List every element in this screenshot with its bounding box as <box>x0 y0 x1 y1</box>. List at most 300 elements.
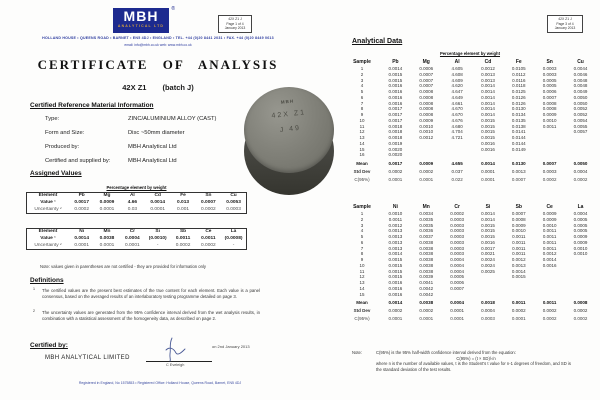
table-row <box>344 297 596 306</box>
table-cell: 7 <box>360 245 364 251</box>
registration-footer: Registered in England, No 1575853 • Registered Office: Holland House, Queens Road, Barnet, EN5 4DJ <box>78 381 242 385</box>
table-cell: 0.0015 <box>388 268 403 274</box>
table-cell: 0.0001 <box>99 206 115 212</box>
table-cell: 0.0007 <box>542 94 557 100</box>
table-cell: 0.0009 <box>573 239 588 245</box>
table-cell: 0.0015 <box>388 274 403 280</box>
table-cell: 8 <box>360 106 364 112</box>
table-cell: 5 <box>360 234 364 239</box>
table-cell: 0.0005 <box>542 77 557 83</box>
table-cell: 0.0011 <box>512 300 526 306</box>
table-cell: 0.0001 <box>74 242 89 248</box>
table-cell: 0.0011 <box>512 234 526 239</box>
table-cell: 0.0001 <box>419 177 434 182</box>
table-cell: 0.0007 <box>511 211 526 216</box>
table-cell: 0.0004 <box>481 308 495 313</box>
table-cell: 0.0053 <box>226 199 241 205</box>
table-cell: 0.0007 <box>450 285 464 291</box>
c95-note-label: Note: <box>352 350 363 355</box>
assigned-values-table-2 <box>26 228 247 250</box>
table-cell: 12 <box>359 274 365 280</box>
mbh-logo-subtext: ANALYTICAL LTD <box>117 24 165 28</box>
table-cell: 0.0016 <box>388 94 403 100</box>
table-cell: 0.0149 <box>511 146 526 152</box>
table-cell: Pb <box>392 59 399 65</box>
table-cell: 0.0007 <box>511 177 526 182</box>
table-cell: 0.0038 <box>419 268 434 274</box>
table-cell: 0.0003 <box>450 251 464 257</box>
table-cell: Cu <box>577 59 584 65</box>
table-cell: Std Dev <box>353 168 371 174</box>
table-cell: 0.0016 <box>481 239 495 245</box>
table-cell: 0.0008 <box>419 100 434 106</box>
table-cell: 0.0017 <box>388 117 403 123</box>
table-cell: 0.0015 <box>388 262 403 268</box>
table-cell: Std Dev <box>353 308 371 313</box>
product-code: 42X Z1 <box>122 83 147 92</box>
issue-date: January 2013 <box>224 26 246 31</box>
table-cell: 0.0001 <box>419 316 434 322</box>
crm-section-heading: Certified Reference Material Information <box>30 102 154 109</box>
sample-disc-photo <box>244 87 334 197</box>
table-cell: 0.0009 <box>99 199 115 205</box>
table-row <box>27 229 247 236</box>
table-cell: 0.0003 <box>542 168 557 174</box>
table-cell: 0.0015 <box>481 117 495 123</box>
table-cell: 0.0035 <box>419 216 434 222</box>
table-cell: 9 <box>360 112 364 117</box>
table-row <box>344 167 596 175</box>
table-cell: 0.0012 <box>419 135 434 140</box>
table-cell: 0.0138 <box>511 123 526 129</box>
table-cell: 0.0012 <box>511 257 526 262</box>
table-cell: 0.0039 <box>419 274 434 280</box>
table-cell: 0.0011 <box>542 123 557 129</box>
table-cell: 0.0116 <box>512 77 526 83</box>
table-row <box>27 200 247 207</box>
table-cell: Value ¹ <box>40 199 56 205</box>
table-cell: Cd <box>154 193 161 198</box>
table-cell: 0.0002 <box>201 242 216 248</box>
table-cell: 0.0004 <box>450 257 464 262</box>
table-cell: (0.0008) <box>224 235 243 241</box>
table-cell: 0.0007 <box>419 77 434 83</box>
table-cell: 0.0001 <box>388 316 403 322</box>
table-cell: 4.721 <box>451 135 463 140</box>
table-cell: 0.0001 <box>481 168 495 174</box>
table-cell: 0.0038 <box>419 239 434 245</box>
table-cell: 0.0125 <box>511 89 526 94</box>
table-cell: 0.0001 <box>481 177 495 182</box>
table-cell: 0.0144 <box>511 140 526 146</box>
table-cell: 0.0014 <box>74 235 89 241</box>
table-cell: 0.0007 <box>419 83 434 89</box>
assigned-values-heading: Assigned Values <box>30 170 82 177</box>
batch-code: (batch J) <box>162 83 194 92</box>
table-row <box>344 203 596 211</box>
table-cell: 0.0048 <box>573 83 588 89</box>
table-cell: 0.0002 <box>388 168 403 174</box>
table-cell: 0.0015 <box>481 234 495 239</box>
table-cell: Al <box>129 193 135 198</box>
table-cell: 0.0002 <box>511 308 526 313</box>
table-cell: 7 <box>360 100 364 106</box>
table-cell: 0.0019 <box>388 140 403 146</box>
table-cell: 0.0014 <box>481 216 495 222</box>
table-cell: Ce <box>546 204 553 210</box>
table-cell: 0.0017 <box>74 199 89 205</box>
table-cell: 0.0126 <box>511 94 526 100</box>
definition-1-number: 1 <box>33 287 35 291</box>
table-cell: 4.676 <box>451 117 463 123</box>
table-cell: 0.0014 <box>542 257 557 262</box>
definitions-heading: Definitions <box>30 277 64 284</box>
table-cell: 0.0013 <box>481 71 495 77</box>
table-cell: 0.0017 <box>388 112 403 117</box>
table-cell: 4.609 <box>451 77 463 83</box>
table-cell: 0.0011 <box>512 251 526 257</box>
analytical-table-2 <box>344 203 596 322</box>
table-cell: 0.0003 <box>450 216 464 222</box>
table-cell: 3 <box>360 77 364 83</box>
table-cell: Mn <box>422 204 430 210</box>
table-cell: 0.0011 <box>542 234 557 239</box>
page-reference-box-right <box>547 15 583 33</box>
crm-label-type: Type: <box>45 116 60 122</box>
table-cell: 0.0006 <box>419 66 434 71</box>
company-address: HOLLAND HOUSE • QUEENS ROAD • BARNET • EN5 4DJ • ENGLAND • TEL. +44 (0)20 8441 2031 • FAX. +44 (0)20 8449 0613 <box>42 36 274 40</box>
table-cell: 0.0003 <box>481 316 495 322</box>
table-cell: 0.0141 <box>511 129 526 135</box>
c95-note <box>376 350 576 372</box>
table-cell: 0.0038 <box>419 262 434 268</box>
table-cell: 0.0054 <box>573 117 588 123</box>
table-cell: 0.0024 <box>481 262 495 268</box>
table-cell: 0.0001 <box>99 242 115 248</box>
table-cell: 4.670 <box>451 106 463 112</box>
table-cell: 0.0009 <box>542 216 557 222</box>
table-cell: 0.0002 <box>419 308 434 313</box>
table-cell: 0.022 <box>451 177 463 182</box>
table-cell: 0.0002 <box>542 308 557 313</box>
table-cell: 4 <box>360 83 364 89</box>
table-cell: 5 <box>360 89 364 94</box>
table-cell: 0.0002 <box>573 177 588 182</box>
table-cell: 0.0046 <box>573 71 588 77</box>
table-cell: 0.0002 <box>175 242 191 248</box>
table-cell: 4.655 <box>451 161 463 166</box>
table-cell: 0.0015 <box>481 228 495 234</box>
table-cell: 0.0038 <box>419 300 434 306</box>
table-cell: 0.0010 <box>542 117 557 123</box>
table-cell: 0.0015 <box>481 129 495 135</box>
table-cell: 0.0003 <box>450 234 464 239</box>
table-cell: 0.0013 <box>511 262 526 268</box>
definition-1-text: The certified values are the present best estimates of the true content for each element. Each value is a panel consensus, based on the averaged results of an interlaboratory testing programme detailed on page 3. <box>42 288 260 299</box>
mbh-logo-text: MBH <box>123 8 159 24</box>
table-cell: 0.0021 <box>481 251 495 257</box>
table-cell: 0.0013 <box>388 239 403 245</box>
certified-by-heading: Certified by: <box>30 342 68 349</box>
table-cell: 0.0048 <box>573 77 588 83</box>
table-cell: Mn <box>103 229 111 234</box>
table-cell: 0.0130 <box>511 161 526 166</box>
table-cell: Mg <box>422 59 430 65</box>
table-cell: 0.0038 <box>419 251 434 257</box>
table-cell: 0.0006 <box>542 89 557 94</box>
table-cell: 13 <box>359 280 365 285</box>
table-cell: 15 <box>359 291 365 297</box>
certification-date: on 2nd January 2013 <box>212 344 250 349</box>
table-cell: Ni <box>79 229 85 234</box>
table-cell: 3 <box>360 222 364 228</box>
table-cell: 0.001 <box>177 206 190 212</box>
table-cell: 16 <box>359 152 365 158</box>
crm-value-form: Disc ~50mm diameter <box>128 130 185 136</box>
table-cell: 0.0036 <box>419 228 434 234</box>
table-cell: 0.0004 <box>125 235 140 241</box>
table-cell: 0.0010 <box>542 222 557 228</box>
table-cell: 0.0011 <box>542 239 557 245</box>
table-cell: 0.0014 <box>481 83 495 89</box>
table-cell: 0.0009 <box>573 234 588 239</box>
signature-mark <box>158 336 194 362</box>
table-cell: 0.0025 <box>481 268 495 274</box>
crm-label-form: Form and Size: <box>45 130 85 136</box>
table-cell: 0.0038 <box>419 257 434 262</box>
table-cell: 0.0007 <box>542 161 557 166</box>
table-cell: 0.0009 <box>542 211 557 216</box>
table-row <box>344 306 596 314</box>
table-cell: La <box>577 204 584 210</box>
table-cell: 0.0014 <box>388 66 403 71</box>
table-cell: 0.0018 <box>388 123 403 129</box>
analytical-data-subheading: Percentage element by weight <box>439 51 501 56</box>
table-cell: 0.0014 <box>481 211 495 216</box>
table-cell: Pb <box>78 193 85 198</box>
table-cell: 14 <box>359 285 365 291</box>
table-cell: 0.0005 <box>542 83 557 89</box>
table-cell: 0.0024 <box>481 257 495 262</box>
table-cell: 0.0003 <box>450 222 464 228</box>
table-cell: 0.0014 <box>481 94 495 100</box>
table-cell: 0.0009 <box>542 112 557 117</box>
table-cell: 0.0008 <box>542 106 557 112</box>
table-cell: 6 <box>360 94 364 100</box>
definition-2-number: 2 <box>33 309 35 313</box>
table-cell: 0.0018 <box>388 129 403 135</box>
table-cell: 0.0001 <box>150 206 166 212</box>
table-cell: 0.0009 <box>511 222 526 228</box>
table-cell: 4.670 <box>451 112 463 117</box>
definition-2-text: The uncertainty values are generated from the 95% confidence interval derived from the wet analysis results, in combination with a statistical assessment of the homogeneity data, as described on page 2. <box>42 310 260 321</box>
table-cell: 0.0002 <box>201 206 216 212</box>
table-cell: 11 <box>359 123 365 129</box>
table-cell: 10 <box>359 262 365 268</box>
table-cell: 0.0005 <box>573 222 588 228</box>
table-cell: 6 <box>360 239 364 245</box>
table-cell: - <box>156 242 159 248</box>
table-cell: 0.013 <box>177 199 190 205</box>
table-cell: 0.0004 <box>450 262 464 268</box>
table-cell: 4.661 <box>451 100 463 106</box>
crm-value-type: ZINC/ALUMINIUM ALLOY (CAST) <box>128 116 217 122</box>
table-cell: 0.0035 <box>419 222 434 228</box>
table-cell: 0.0041 <box>419 280 434 285</box>
table-cell: 4.620 <box>451 83 463 89</box>
table-cell: 0.0050 <box>573 94 588 100</box>
table-cell: 11 <box>359 268 365 274</box>
table-cell: 0.0002 <box>542 316 557 322</box>
table-cell: 0.0012 <box>388 222 403 228</box>
table-cell: 4.680 <box>451 123 463 129</box>
table-cell: 0.0010 <box>573 251 588 257</box>
table-cell: 0.0016 <box>388 100 403 106</box>
table-row <box>344 175 596 183</box>
table-cell: 0.0002 <box>573 308 588 313</box>
table-cell: 1 <box>360 66 364 71</box>
table-cell: 0.0003 <box>542 66 557 71</box>
table-cell: 0.0010 <box>419 123 434 129</box>
table-cell: 0.0001 <box>125 242 140 248</box>
table-cell: 0.0003 <box>450 239 464 245</box>
table-cell: 0.0001 <box>450 308 464 313</box>
c95-note-line2: where n is the number of available values, t is the Student's t value for n-1 degrees of freedom, and SD is the standard deviation of the test results. <box>376 361 571 372</box>
table-cell: Value ¹ <box>40 235 56 241</box>
table-cell: 0.0016 <box>542 262 557 268</box>
registered-trademark-icon: ® <box>171 6 175 12</box>
table-cell: 0.0011 <box>512 239 526 245</box>
table-cell: 0.0014 <box>481 112 495 117</box>
table-cell: 0.0012 <box>481 66 495 71</box>
signatory-name: C Eveleigh <box>166 363 185 367</box>
table-cell: 0.0003 <box>226 206 241 212</box>
table-cell: 0.0001 <box>388 177 403 182</box>
table-cell: 0.0008 <box>419 112 434 117</box>
table-cell: 0.0008 <box>419 94 434 100</box>
table-cell: 0.0055 <box>573 123 588 129</box>
crm-label-produced: Produced by: <box>45 144 80 150</box>
table-cell: 0.0126 <box>511 100 526 106</box>
table-cell: 0.0004 <box>573 168 588 174</box>
table-cell: Cr <box>129 229 136 234</box>
table-cell: Si <box>485 204 491 210</box>
table-cell: 0.0001 <box>511 316 526 322</box>
table-cell: 0.0001 <box>450 316 464 322</box>
table-cell: 0.0014 <box>481 89 495 94</box>
table-cell: Sample <box>353 59 371 65</box>
table-cell: 0.0011 <box>542 245 557 251</box>
table-cell: 0.0017 <box>388 106 403 112</box>
table-row <box>27 243 247 250</box>
table-cell: 2 <box>360 216 364 222</box>
table-cell: Uncertainty ² <box>34 242 62 248</box>
table-cell: 0.0011 <box>388 216 403 222</box>
parentheses-note: Note: values given in parentheses are not certified - they are provided for information only <box>40 264 206 269</box>
table-cell: 0.0007 <box>201 199 216 205</box>
table-row <box>27 193 247 200</box>
table-cell: 0.0011 <box>175 235 191 241</box>
table-cell: 0.0010 <box>511 228 526 234</box>
table-cell: 0.0004 <box>573 211 588 216</box>
table-cell: Element <box>38 193 58 198</box>
table-cell: 0.0004 <box>450 268 464 274</box>
table-cell: 0.0052 <box>573 106 588 112</box>
table-cell: 0.0011 <box>542 228 557 234</box>
table-cell: 0.0013 <box>511 168 526 174</box>
table-cell: 0.0012 <box>542 251 557 257</box>
table-cell: La <box>230 229 237 234</box>
table-row <box>344 58 596 66</box>
table-cell: 1 <box>360 211 364 216</box>
table-cell: 0.0014 <box>150 199 166 205</box>
table-cell: 0.0005 <box>573 216 588 222</box>
table-cell: 0.0011 <box>542 300 557 306</box>
table-cell: C(95%) <box>354 316 370 322</box>
table-cell: 4.647 <box>451 89 463 94</box>
table-cell: 0.0020 <box>388 152 403 158</box>
table-cell: 0.0015 <box>481 222 495 228</box>
table-cell: 0.0134 <box>511 112 526 117</box>
table-cell: 0.0002 <box>450 211 464 216</box>
crm-value-certified: MBH Analytical Ltd <box>128 158 177 164</box>
table-cell: Sb <box>179 229 187 234</box>
table-cell: 0.0002 <box>74 206 89 212</box>
table-cell: Fe <box>180 193 186 198</box>
table-cell: 0.0014 <box>481 161 495 166</box>
table-cell: 0.0009 <box>419 161 434 166</box>
table-cell: 0.0016 <box>388 291 403 297</box>
table-cell: Element <box>38 229 58 234</box>
table-cell: 0.0010 <box>419 129 434 135</box>
table-cell: 0.0037 <box>419 234 434 239</box>
table-cell: 0.0009 <box>419 117 434 123</box>
table-cell: 0.0015 <box>388 71 403 77</box>
table-cell: Sample <box>353 204 371 210</box>
table-cell: 0.0015 <box>388 257 403 262</box>
page-number: Page 3 of 4 <box>556 21 574 26</box>
table-cell: 0.0038 <box>419 245 434 251</box>
table-cell: 0.0014 <box>388 300 403 306</box>
table-cell: 4.605 <box>451 66 463 71</box>
table-cell: 0.0005 <box>573 228 588 234</box>
table-row <box>27 207 247 214</box>
table-cell: 0.0105 <box>511 66 526 71</box>
table-cell: 4.649 <box>451 94 463 100</box>
table-cell: 0.0020 <box>388 146 403 152</box>
table-cell: Si <box>155 229 160 234</box>
table-cell: 0.0010 <box>573 245 588 251</box>
table-cell: 0.0002 <box>542 177 557 182</box>
table-cell: 0.0003 <box>450 228 464 234</box>
table-cell: 4 <box>360 228 364 234</box>
crm-value-produced: MBH Analytical Ltd <box>128 144 177 150</box>
ref-code: 42X Z1 J <box>558 17 572 21</box>
table-cell: 0.0016 <box>481 140 495 146</box>
table-cell: 0.0002 <box>419 168 434 174</box>
table-cell: 9 <box>360 257 364 262</box>
disc-engraving-batch: J 49 <box>279 124 302 135</box>
table-cell: 4.608 <box>451 71 463 77</box>
table-cell: 0.0008 <box>419 106 434 112</box>
table-row <box>27 236 247 243</box>
table-cell: 0.0015 <box>388 77 403 83</box>
table-cell: 0.0144 <box>511 135 526 140</box>
table-cell: 0.0050 <box>573 100 588 106</box>
table-cell: 14 <box>359 140 365 146</box>
certifying-company: MBH ANALYTICAL LIMITED <box>45 355 130 361</box>
table-cell: 0.0135 <box>511 117 526 123</box>
